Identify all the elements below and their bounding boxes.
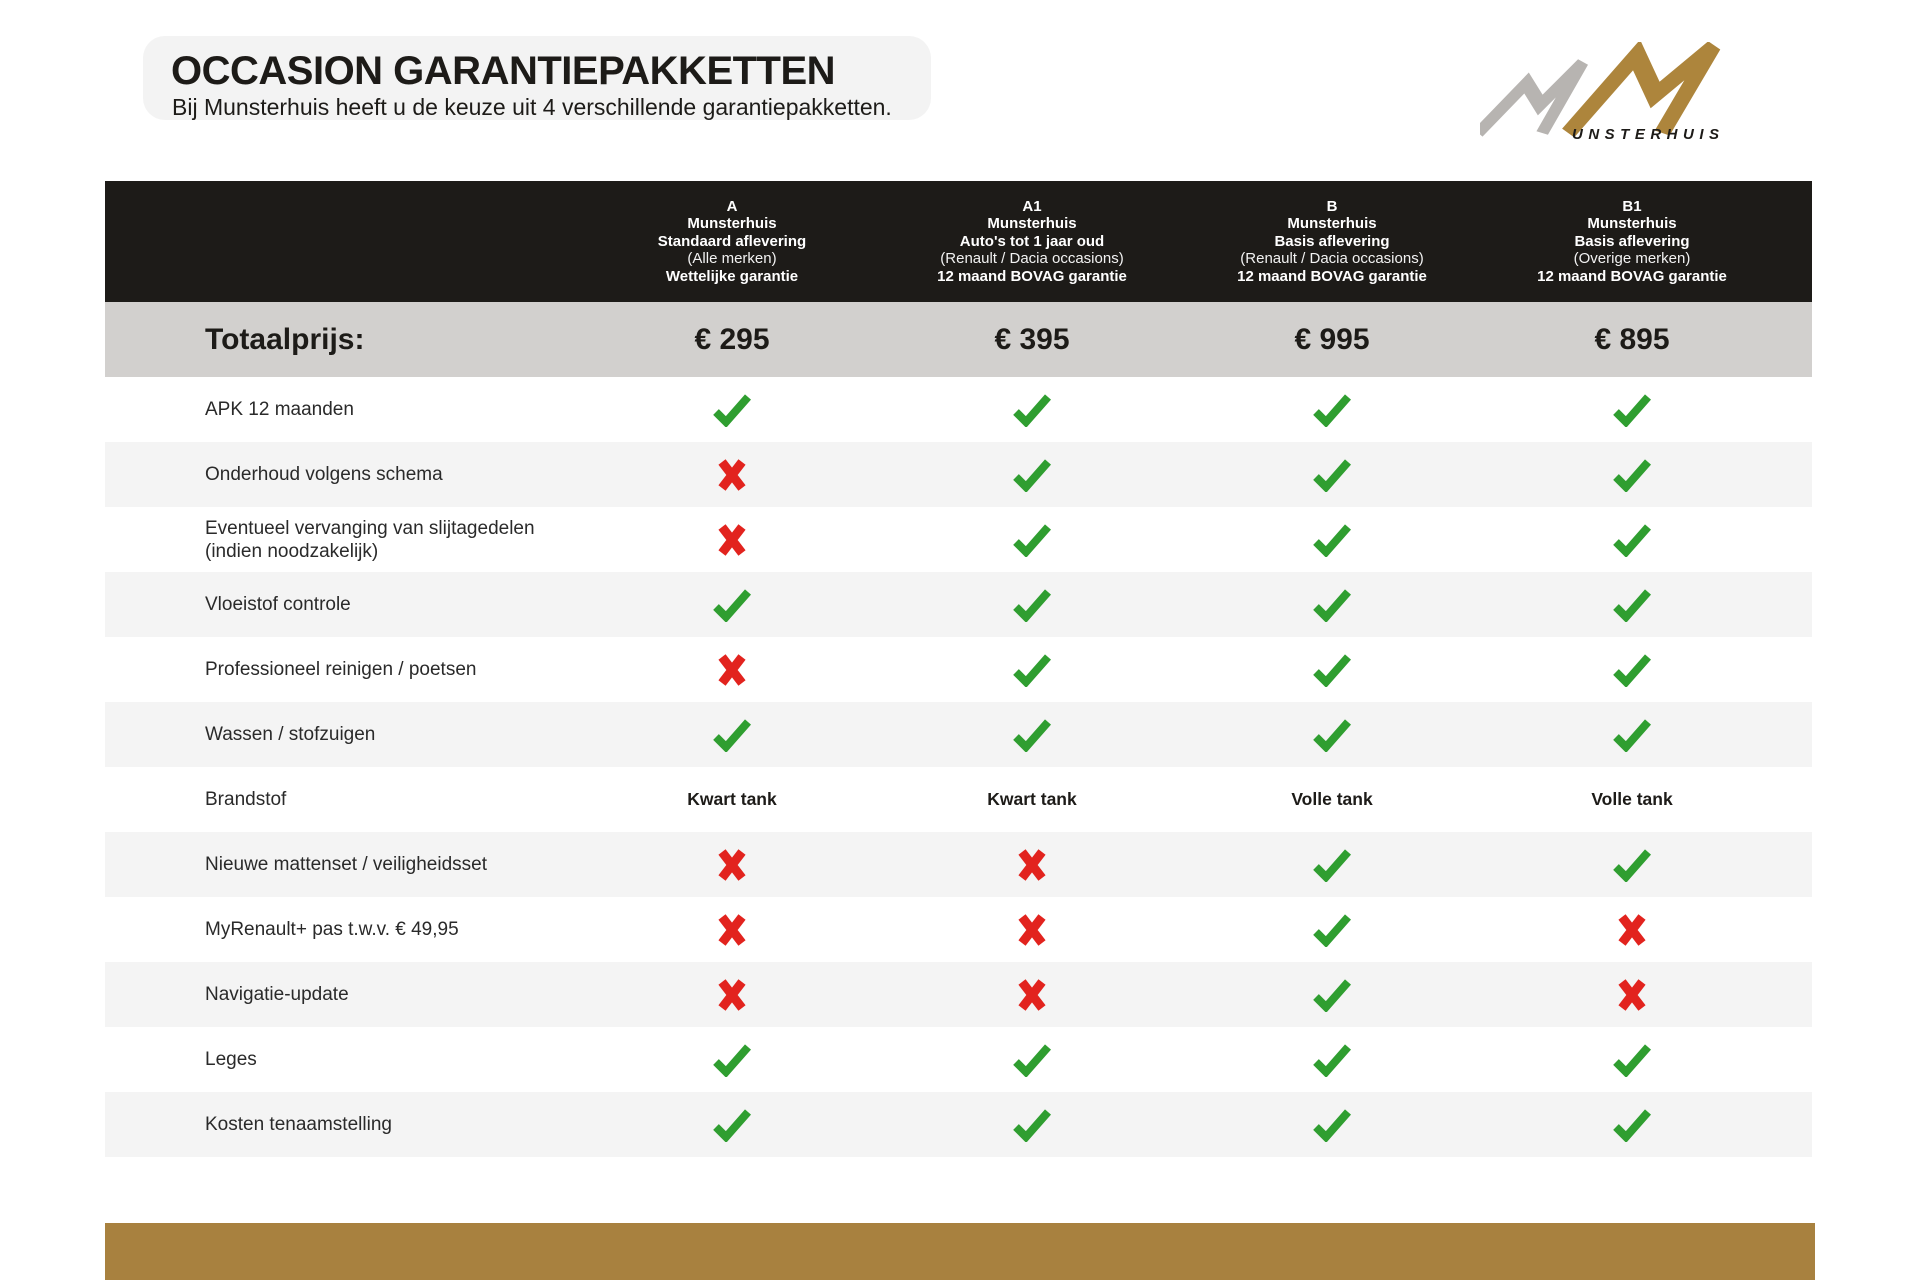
check-mark-cell [1182,458,1482,492]
munsterhuis-logo-icon [1480,42,1750,144]
feature-label: APK 12 maanden [205,399,354,420]
title-card [143,36,931,120]
check-mark-cell [1482,718,1782,752]
check-mark-cell [1182,978,1482,1012]
table-row [105,572,1812,637]
package-warranty: Wettelijke garantie [665,267,799,285]
fuel-value-cell: Volle tank [1291,789,1373,809]
check-icon [1612,718,1652,752]
page-subtitle: Bij Munsterhuis heeft u de keuze uit 4 verschillende garantiepakketten. [172,94,892,120]
price-b1: € 895 [1594,322,1670,356]
check-icon [1312,588,1352,622]
package-brand: Munsterhuis [987,215,1077,233]
check-mark-cell [882,458,1182,492]
check-mark-cell [1182,718,1482,752]
check-mark-cell [582,718,882,752]
price-b: € 995 [1294,322,1370,356]
table-header [105,181,1812,302]
check-mark-cell [882,523,1182,557]
check-icon [1312,1043,1352,1077]
cross-mark-cell [882,913,1182,947]
package-warranty: 12 maand BOVAG garantie [1537,267,1727,285]
check-mark-cell [882,1108,1182,1142]
feature-label: Kosten tenaamstelling [205,1114,392,1135]
fuel-value-cell: Kwart tank [687,789,777,809]
package-warranty: 12 maand BOVAG garantie [1237,267,1427,285]
check-mark-cell [1482,848,1782,882]
check-icon [1612,653,1652,687]
check-mark-cell [882,588,1182,622]
check-icon [1012,1108,1052,1142]
table-row [105,377,1812,442]
check-mark-cell [1182,913,1482,947]
package-scope: (Renault / Dacia occasions) [940,250,1124,268]
check-mark-cell [1482,653,1782,687]
package-code: B [1326,197,1338,215]
cross-mark-cell [582,978,882,1012]
check-icon [1312,1108,1352,1142]
table-row [105,897,1812,962]
check-mark-cell [582,393,882,427]
logo-silver-m [1480,63,1582,133]
check-icon [712,588,752,622]
check-icon [1312,523,1352,557]
check-icon [1012,523,1052,557]
check-mark-cell [1182,848,1482,882]
package-desc: Standaard aflevering [657,232,807,250]
feature-label: Professioneel reinigen / poetsen [205,659,477,680]
cross-mark-cell [582,458,882,492]
package-desc: Basis aflevering [1274,232,1390,250]
check-icon [1612,1108,1652,1142]
check-icon [1312,978,1352,1012]
check-mark-cell [1482,458,1782,492]
feature-label: Brandstof [205,789,287,810]
check-icon [1312,393,1352,427]
check-icon [712,718,752,752]
table-row [105,832,1812,897]
package-code: B1 [1622,197,1642,215]
cross-icon [1017,978,1047,1012]
feature-label: Vloeistof controle [205,594,351,615]
page-title: OCCASION GARANTIEPAKKETTEN [171,49,836,93]
munsterhuis-logo [1480,42,1750,144]
check-mark-cell [1182,523,1482,557]
check-mark-cell [882,653,1182,687]
fuel-value-cell: Kwart tank [987,789,1077,809]
package-comparison-table [105,181,1812,1157]
check-mark-cell [1182,393,1482,427]
package-code: A [726,197,738,215]
column-header-a [582,198,882,286]
check-mark-cell [882,718,1182,752]
package-brand: Munsterhuis [1587,215,1677,233]
cross-icon [717,458,747,492]
table-row [105,1092,1812,1157]
feature-label: Onderhoud volgens schema [205,464,443,485]
table-row [105,962,1812,1027]
package-brand: Munsterhuis [687,215,777,233]
check-icon [1012,653,1052,687]
check-icon [1012,458,1052,492]
cross-mark-cell [582,913,882,947]
check-icon [1612,393,1652,427]
cross-icon [1017,848,1047,882]
cross-icon [717,913,747,947]
package-scope: (Overige merken) [1573,250,1691,268]
cross-mark-cell [882,848,1182,882]
table-row [105,702,1812,767]
package-brand: Munsterhuis [1287,215,1377,233]
column-header-a1 [882,198,1182,286]
check-icon [712,1043,752,1077]
feature-label: Wassen / stofzuigen [205,724,376,745]
total-price-row [105,302,1812,377]
total-price-label: Totaalprijs: [205,322,365,356]
check-icon [1312,458,1352,492]
cross-mark-cell [582,653,882,687]
column-header-b1 [1482,198,1782,286]
check-mark-cell [1482,523,1782,557]
fuel-value-cell: Volle tank [1591,789,1673,809]
logo-gold-m [1568,47,1713,133]
check-icon [1312,718,1352,752]
check-mark-cell [1182,1043,1482,1077]
price-a1: € 395 [994,322,1070,356]
feature-label: Nieuwe mattenset / veiligheidsset [205,854,487,875]
check-icon [1012,718,1052,752]
cross-icon [717,653,747,687]
cross-icon [1017,913,1047,947]
table-row [105,1027,1812,1092]
check-mark-cell [882,393,1182,427]
check-icon [1612,588,1652,622]
check-mark-cell [1482,588,1782,622]
cross-mark-cell [882,978,1182,1012]
feature-label: Eventueel vervanging van slijtagedelen (indien noodzakelijk) [205,517,535,562]
cross-mark-cell [582,523,882,557]
feature-label: MyRenault+ pas t.w.v. € 49,95 [205,919,459,940]
check-icon [1612,458,1652,492]
check-mark-cell [1482,393,1782,427]
check-mark-cell [582,1043,882,1077]
check-icon [1312,913,1352,947]
check-icon [712,393,752,427]
check-mark-cell [1482,1108,1782,1142]
feature-rows [105,377,1812,1157]
check-icon [1612,1043,1652,1077]
price-a: € 295 [694,322,770,356]
package-desc: Auto's tot 1 jaar oud [959,232,1105,250]
check-mark-cell [882,1043,1182,1077]
package-scope: (Alle merken) [687,250,777,268]
table-row [105,442,1812,507]
package-desc: Basis aflevering [1574,232,1690,250]
check-icon [1612,523,1652,557]
package-code: A1 [1022,197,1042,215]
cross-icon [717,848,747,882]
check-icon [712,1108,752,1142]
cross-icon [717,523,747,557]
check-icon [1012,393,1052,427]
check-icon [1612,848,1652,882]
table-row [105,767,1812,832]
cross-mark-cell [582,848,882,882]
cross-icon [1617,978,1647,1012]
logo-text: UNSTERHUIS [1572,126,1725,143]
check-mark-cell [1182,653,1482,687]
check-icon [1312,848,1352,882]
check-icon [1012,588,1052,622]
feature-label: Leges [205,1049,257,1070]
check-mark-cell [582,588,882,622]
check-icon [1012,1043,1052,1077]
table-row [105,507,1812,572]
cross-mark-cell [1482,913,1782,947]
feature-label: Navigatie-update [205,984,349,1005]
check-icon [1312,653,1352,687]
check-mark-cell [1482,1043,1782,1077]
table-row [105,637,1812,702]
cross-icon [717,978,747,1012]
package-warranty: 12 maand BOVAG garantie [937,267,1127,285]
package-scope: (Renault / Dacia occasions) [1240,250,1424,268]
check-mark-cell [1182,588,1482,622]
check-mark-cell [582,1108,882,1142]
cross-icon [1617,913,1647,947]
check-mark-cell [1182,1108,1482,1142]
cross-mark-cell [1482,978,1782,1012]
column-header-b [1182,198,1482,286]
gold-footer-bar [105,1223,1815,1280]
